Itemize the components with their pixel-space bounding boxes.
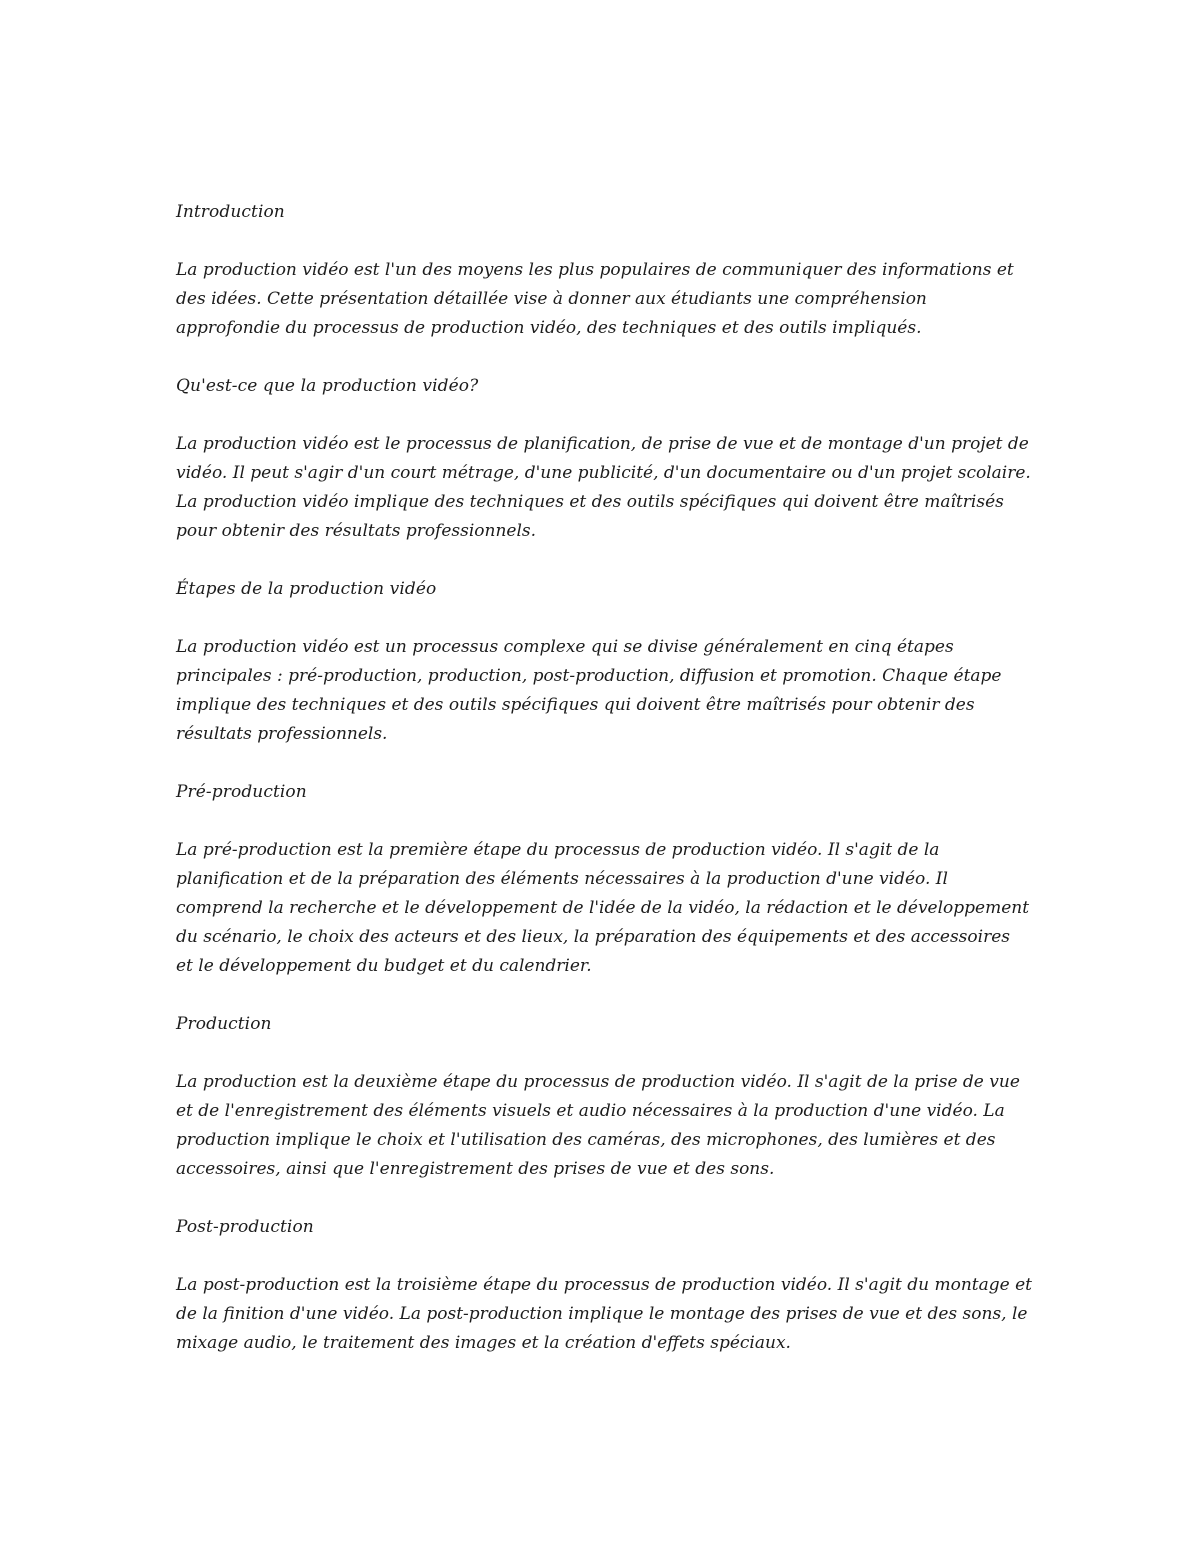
section-heading-production: Production [176, 1014, 272, 1034]
section-heading-stages: Étapes de la production vidéo [176, 579, 437, 599]
section-heading-post-production: Post-production [176, 1217, 314, 1237]
section-heading-definition: Qu'est-ce que la production vidéo? [176, 376, 479, 396]
section-heading-pre-production: Pré-production [176, 782, 307, 802]
section-body-definition: La production vidéo est le processus de planification, de prise de vue et de montage d'un projet de vidéo. Il peut s'agir d'un court métrage, d'une publicité, d'un documentaire ou d'un projet scolaire. La production vidéo implique des techniques et des outils spécifiques qui doivent être maîtrisés pour obtenir des résultats professionnels. [176, 434, 1031, 541]
section-body-introduction: La production vidéo est l'un des moyens les plus populaires de communiquer des informations et des idées. Cette présentation détaillée vise à donner aux étudiants une compréhension approfondie du processus de production vidéo, des techniques et des outils impliqués. [176, 260, 1014, 338]
section-body-pre-production: La pré-production est la première étape du processus de production vidéo. Il s'agit de la planification et de la préparation des éléments nécessaires à la production d'une vidéo. Il comprend la recherche et le développement de l'idée de la vidéo, la rédaction et le développement du scénario, le choix des acteurs et des lieux, la préparation des équipements et des accessoires et le développement du budget et du calendrier. [176, 840, 1030, 976]
section-heading-introduction: Introduction [176, 202, 285, 222]
section-body-stages: La production vidéo est un processus complexe qui se divise généralement en cinq étapes principales : pré-production, production, post-production, diffusion et promotion. Chaque étape implique des techniques et des outils spécifiques qui doivent être maîtrisés pour obtenir des résultats professionnels. [176, 637, 1002, 744]
document-body [176, 198, 1032, 1387]
section-body-post-production: La post-production est la troisième étape du processus de production vidéo. Il s'agit du montage et de la finition d'une vidéo. La post-production implique le montage des prises de vue et des sons, le mixage audio, le traitement des images et la création d'effets spéciaux. [176, 1275, 1033, 1353]
section-body-production: La production est la deuxième étape du processus de production vidéo. Il s'agit de la prise de vue et de l'enregistrement des éléments visuels et audio nécessaires à la production d'une vidéo. La production implique le choix et l'utilisation des caméras, des microphones, des lumières et des accessoires, ainsi que l'enregistrement des prises de vue et des sons. [176, 1072, 1020, 1179]
